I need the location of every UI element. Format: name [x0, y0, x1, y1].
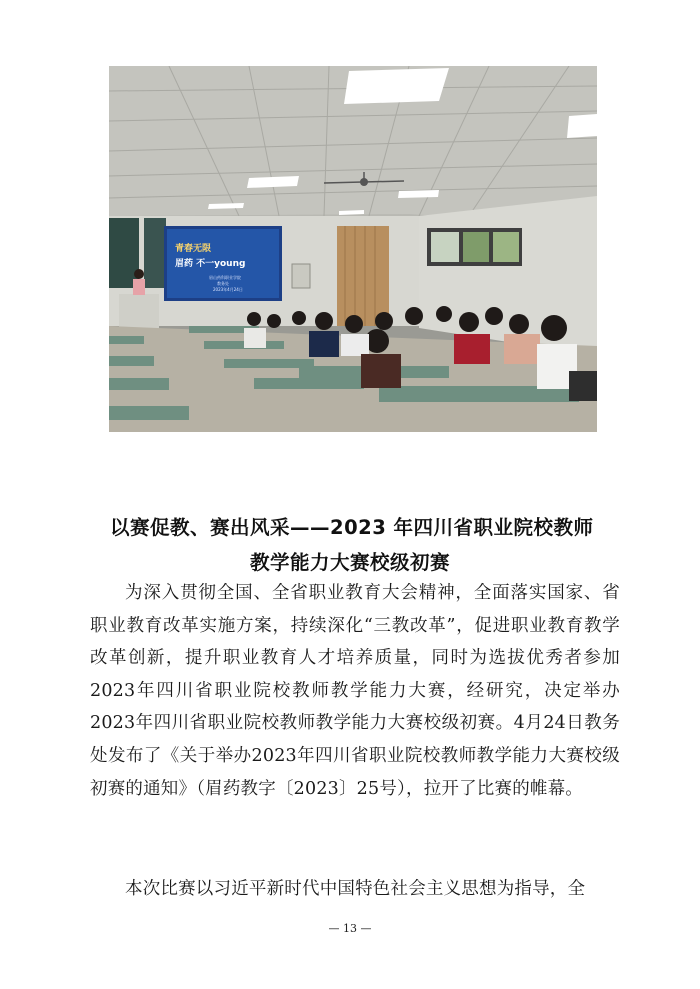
banner-small-3: 2023年4月24日 — [213, 287, 243, 292]
article-title-line-1: 以赛促教、赛出风采——2023 年四川省职业院校教师 — [110, 516, 594, 539]
banner-small-1: 眉山药科职业学院 — [209, 275, 241, 280]
article-paragraph-1: 为深入贯彻全国、全省职业教育大会精神，全面落实国家、省职业教育改革实施方案，持续深化“三教改革”，促进职业教育教学改革创新，提升职业教育人才培养质量，同时为选拔优秀者参加2023年四川省职业院校教师教学能力大赛，经研究，决定举办2023年四川省职业院校教师教学能力大赛校级初赛。4月24日教务处发布了《关于举办2023年四川省职业院校教师教学能力大赛校级初赛的通知》（眉药教字〔2023〕25号），拉开了比赛的帷幕。 — [90, 583, 620, 799]
lecture-hall-photo — [109, 66, 597, 432]
banner-small-2: 教务处 — [217, 281, 229, 286]
banner-line-2: 眉药 不一young — [175, 259, 246, 269]
page-number: — 13 — — [328, 922, 372, 935]
article-title-line-2: 教学能力大赛校级初赛 — [249, 551, 450, 574]
article-paragraph-2: 本次比赛以习近平新时代中国特色社会主义思想为指导，全 — [125, 879, 586, 899]
banner-line-1: 青春无限 — [175, 244, 212, 254]
lecture-hall-illustration — [109, 66, 597, 432]
